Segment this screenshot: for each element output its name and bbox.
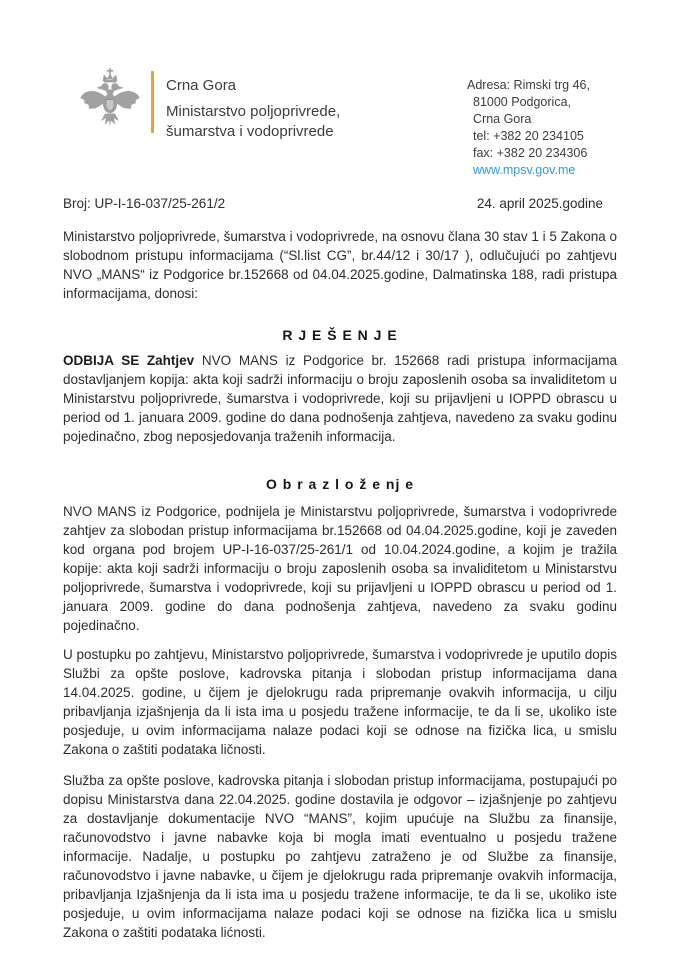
website-link[interactable]: www.mpsv.gov.me: [473, 163, 576, 177]
decision-paragraph: [63, 351, 617, 446]
address-line-country: Crna Gora: [473, 112, 532, 126]
address-line-city: 81000 Podgorica,: [473, 95, 571, 109]
decision-bold-lead: ODBIJA SE Zahtjev: [63, 353, 195, 368]
country-name: Crna Gora: [166, 77, 237, 94]
address-line-tel: tel: +382 20 234105: [473, 129, 584, 143]
letterhead: [63, 68, 617, 177]
organization-block: [166, 68, 340, 142]
decision-heading: R J E Š E N J E: [282, 327, 398, 343]
coat-of-arms-icon: [79, 68, 141, 138]
ministry-name-line1: Ministarstvo poljoprivrede,: [166, 103, 341, 120]
explanation-heading: O b r a z l o ž e nj e: [265, 476, 415, 492]
address-block: [467, 68, 617, 179]
reference-date: 24. april 2025.godine: [476, 196, 603, 211]
intro-paragraph: Ministarstvo poljoprivrede, šumarstva i vodoprivrede, na osnovu člana 30 stav 1 i 5 Zakona o slobodnom pristupu informacijama (“Sl.list CG”, br.44/12 i 30/17 ), odlučujući po zahtjevu NVO „MANS“ iz Podgorice br.152668 od 04.04.2025.godine, Dalmatinska 188, radi pristupa informacijama, donosi:: [63, 229, 617, 301]
procedure-paragraph: U postupku po zahtjevu, Ministarstvo poljoprivrede, šumarstva i vodoprivrede je uputilo dopis Službi za opšte poslove, kadrovska pitanja i slobodan pristup informacijama dana 14.04.2025. godine, u čijem je djelokrugu rada pripremanje ovakvih informacija, u cilju pribavljanja izjašnjenja da li ista ima u posjedu tražene informacije, te da li se, ukoliko iste posjeduje, u ovim informacijama nalaze podaci koji se odnose na fizička lica, u smislu Zakona o zaštiti podataka ličnosti.: [63, 647, 617, 757]
request-paragraph: NVO MANS iz Podgorice, podnijela je Ministarstvu poljoprivrede, šumarstva i vodoprivrede zahtjev za slobodan pristup informacijama br.152668 od 04.04.2025.godine, koji je zaveden kod organa pod brojem UP-I-16-037/25-261/1 od 10.04.2024.godine, a kojim je tražila kopije: akta koji sadrži informaciju o broju zaposlenih osoba sa invaliditetom u Ministarstvu poljoprivrede, šumarstva i vodoprivrede, koji su prijavljeni u IOPPD obrascu u period od 1. januara 2009. godine do dana podnošenja zahtjeva, navedeno za svaku godinu pojedinačno.: [63, 504, 617, 633]
letterhead-left: [63, 68, 340, 142]
reference-row: [63, 194, 617, 213]
decision-text: NVO MANS iz Podgorice br. 152668 radi pristupa informacijama dostavljanjem kopija: akta koji sadrži informaciju o broju zaposlenih osoba sa invaliditetom u Ministarstvu poljoprivrede, šumarstva i vodoprivrede, koji su prijavljeni u IOPPD obrascu u period od 1. januara 2009. godine do dana podnošenja zahtjeva, navedeno za svaku godinu pojedinačno, zbog neposjedovanja traženih informacija.: [63, 353, 617, 444]
response-paragraph: Služba za opšte poslove, kadrovska pitanja i slobodan pristup informacijama, postupajući po dopisu Ministarstva dana 22.04.2025. godine dostavila je odgovor – izjašnjenje po zahtjevu za dostavljanje dokumentacije NVO “MANS”, kojim upućuje na Službu za finansije, računovodstvo i javne nabavke koja bi mogla imati eventualno u posjedu tražene informacije. Nadalje, u postupku po zahtjevu zatraženo je od Službe za finansije, računovodstvo i javne nabavke, u čijem je djelokrugu rada pripremanje ovakvih informacija, pribavljanja Izjašnjenja da li ista ima u posjedu tražene informacije, te da li se, ukoliko iste posjeduje, u ovim informacijama nalaze podaci koji se odnose na fizička lica u smislu Zakona o zaštiti podataka lićnosti.: [63, 773, 617, 940]
reference-number: Broj: UP-I-16-037/25-261/2: [63, 196, 226, 211]
ministry-name-line2: šumarstva i vodoprivrede: [166, 123, 334, 140]
letterhead-divider: [151, 71, 154, 133]
address-line-fax: fax: +382 20 234306: [473, 146, 588, 160]
address-line-street: Adresa: Rimski trg 46,: [467, 78, 590, 92]
